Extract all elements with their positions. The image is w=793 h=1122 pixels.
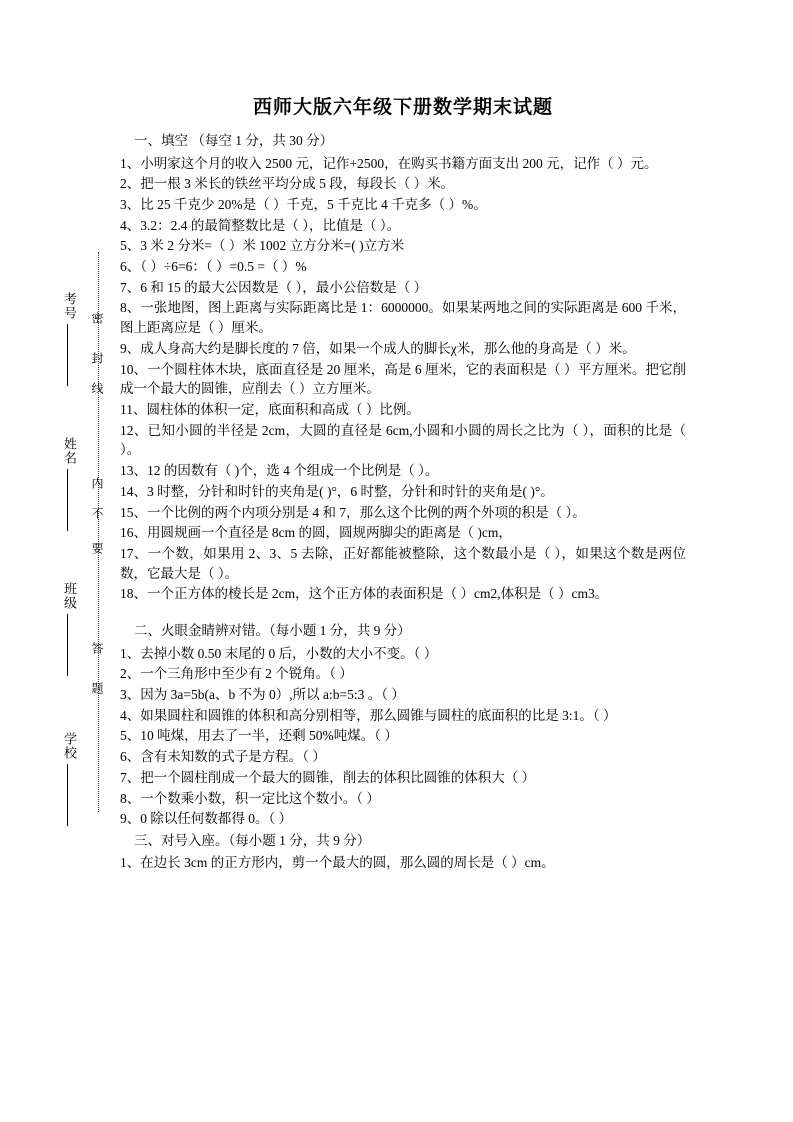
field-school-rule bbox=[67, 764, 68, 826]
page-title: 西师大版六年级下册数学期末试题 bbox=[252, 97, 553, 118]
question-item: 4、如果圆柱和圆锥的体积和高分别相等，那么圆锥与圆柱的底面积的比是 3:1。（ ） bbox=[120, 707, 617, 723]
question-item: 2、把一根 3 米长的铁丝平均分成 5 段，每段长（ ）米。 bbox=[120, 176, 455, 192]
field-name-label: 姓名 bbox=[62, 437, 77, 465]
seal-word-2: 答 bbox=[90, 642, 104, 655]
seal-word-8: 密 bbox=[90, 312, 104, 325]
question-item: 3、因为 3a=5b(a、b 不为 0）,所以 a:b=5:3 。（ ） bbox=[120, 687, 405, 702]
section-heading-true-false: 二、火眼金睛辨对错。（每小题 1 分，共 9 分） bbox=[134, 623, 411, 639]
question-item: 13、12 的因数有（ )个，选 4 个组成一个比例是（ ）。 bbox=[120, 463, 439, 479]
question-item: 17、一个数，如果用 2、3、5 去除，正好都能被整除，这个数最小是（ ），如果这个数是两位数，它最大是（ ）。 bbox=[120, 545, 686, 581]
question-item: 14、3 时整，分针和时针的夹角是( )°，6 时整，分针和时针的夹角是( )°。 bbox=[120, 483, 554, 499]
document-body bbox=[120, 92, 686, 874]
field-exam-number-label: 考号 bbox=[62, 292, 77, 320]
question-item: 9、0 除以任何数都得 0。（ ） bbox=[120, 811, 293, 827]
question-item: 1、在边长 3cm 的正方形内，剪一个最大的圆，那么圆的周长是（ ）cm。 bbox=[120, 855, 555, 871]
field-name bbox=[60, 437, 77, 531]
field-school bbox=[60, 732, 77, 826]
question-item: 12、已知小圆的半径是 2cm，大圆的直径是 6cm,小圆和小圆的周长之比为（ ），面积的比是（ ）。 bbox=[120, 422, 686, 458]
question-item: 7、6 和 15 的最大公因数是（ ），最小公倍数是（ ） bbox=[120, 279, 428, 295]
field-school-label: 学校 bbox=[62, 732, 77, 760]
question-item: 11、圆柱体的体积一定，底面积和高成（ ）比例。 bbox=[120, 402, 420, 417]
question-item: 2、一个三角形中至少有 2 个锐角。（ ） bbox=[120, 666, 353, 682]
question-item: 4、3.2：2.4 的最简整数比是（ ），比值是（ ）。 bbox=[120, 217, 401, 233]
section-heading-fill-in-blanks: 一、填空 （每空 1 分，共 30 分） bbox=[134, 133, 334, 148]
question-item: 5、10 吨煤，用去了一半，还剩 50%吨煤。（ ） bbox=[120, 728, 398, 744]
question-item: 1、小明家这个月的收入 2500 元，记作+2500，在购买书籍方面支出 200 元，记作（ ）元。 bbox=[120, 155, 658, 171]
seal-dotted-line bbox=[98, 252, 99, 812]
seal-word-7: 封 bbox=[90, 352, 104, 365]
question-item: 15、一个比例的两个内项分别是 4 和 7，那么这个比例的两个外项的积是（ ）。 bbox=[120, 504, 586, 520]
question-item: 16、用圆规画一个直径是 8cm 的圆，圆规两脚尖的距离是（ )cm， bbox=[120, 525, 512, 541]
seal-word-4: 不 bbox=[90, 507, 104, 520]
seal-word-3: 要 bbox=[90, 542, 104, 555]
section-gap bbox=[120, 605, 686, 619]
question-item: 1、去掉小数 0.50 末尾的 0 后，小数的大小不变。（ ） bbox=[120, 645, 438, 661]
seal-word-1: 题 bbox=[90, 682, 104, 695]
question-item: 3、比 25 千克少 20%是（ ）千克，5 千克比 4 千克多（ ）%。 bbox=[120, 196, 487, 212]
question-item: 5、3 米 2 分米=（ ）米 1002 立方分米=( )立方米 bbox=[120, 238, 405, 254]
field-exam-number-rule bbox=[67, 324, 68, 386]
question-item: 8、一个数乘小数，积一定比这个数小。（ ） bbox=[120, 790, 380, 806]
section-heading-multiple-choice: 三、对号入座。（每小题 1 分，共 9 分） bbox=[134, 832, 371, 848]
question-item: 6、（ ）÷6=6：（ ）=0.5 =（ ）% bbox=[120, 259, 307, 275]
question-item: 9、成人身高大约是脚长度的 7 倍，如果一个成人的脚长χ米，那么他的身高是（ ）米。 bbox=[120, 340, 636, 356]
question-item: 7、把一个圆柱削成一个最大的圆锥，削去的体积比圆锥的体积大（ ） bbox=[120, 769, 536, 785]
field-class-rule bbox=[67, 614, 68, 676]
field-class-label: 班级 bbox=[62, 582, 77, 610]
question-item: 6、含有未知数的式子是方程。（ ） bbox=[120, 749, 326, 765]
side-identification-strip bbox=[42, 252, 120, 812]
field-exam-number bbox=[60, 292, 77, 386]
question-item: 18、一个正方体的棱长是 2cm，这个正方体的表面积是（ ）cm2,体积是（ ）cm3。 bbox=[120, 586, 609, 602]
seal-word-5: 内 bbox=[90, 477, 104, 490]
question-item: 8、一张地图，图上距离与实际距离比是 1：6000000。如果某两地之间的实际距离是 600 千米，图上距离应是（ ）厘米。 bbox=[120, 300, 686, 336]
field-class bbox=[60, 582, 77, 676]
field-name-rule bbox=[67, 469, 68, 531]
seal-word-6: 线 bbox=[90, 382, 104, 395]
question-item: 10、一个圆柱体木块，底面直径是 20 厘米，高是 6 厘米，它的表面积是（ ）平方厘米。把它削成一个最大的圆锥，应削去（ ）立方厘米。 bbox=[120, 361, 686, 397]
